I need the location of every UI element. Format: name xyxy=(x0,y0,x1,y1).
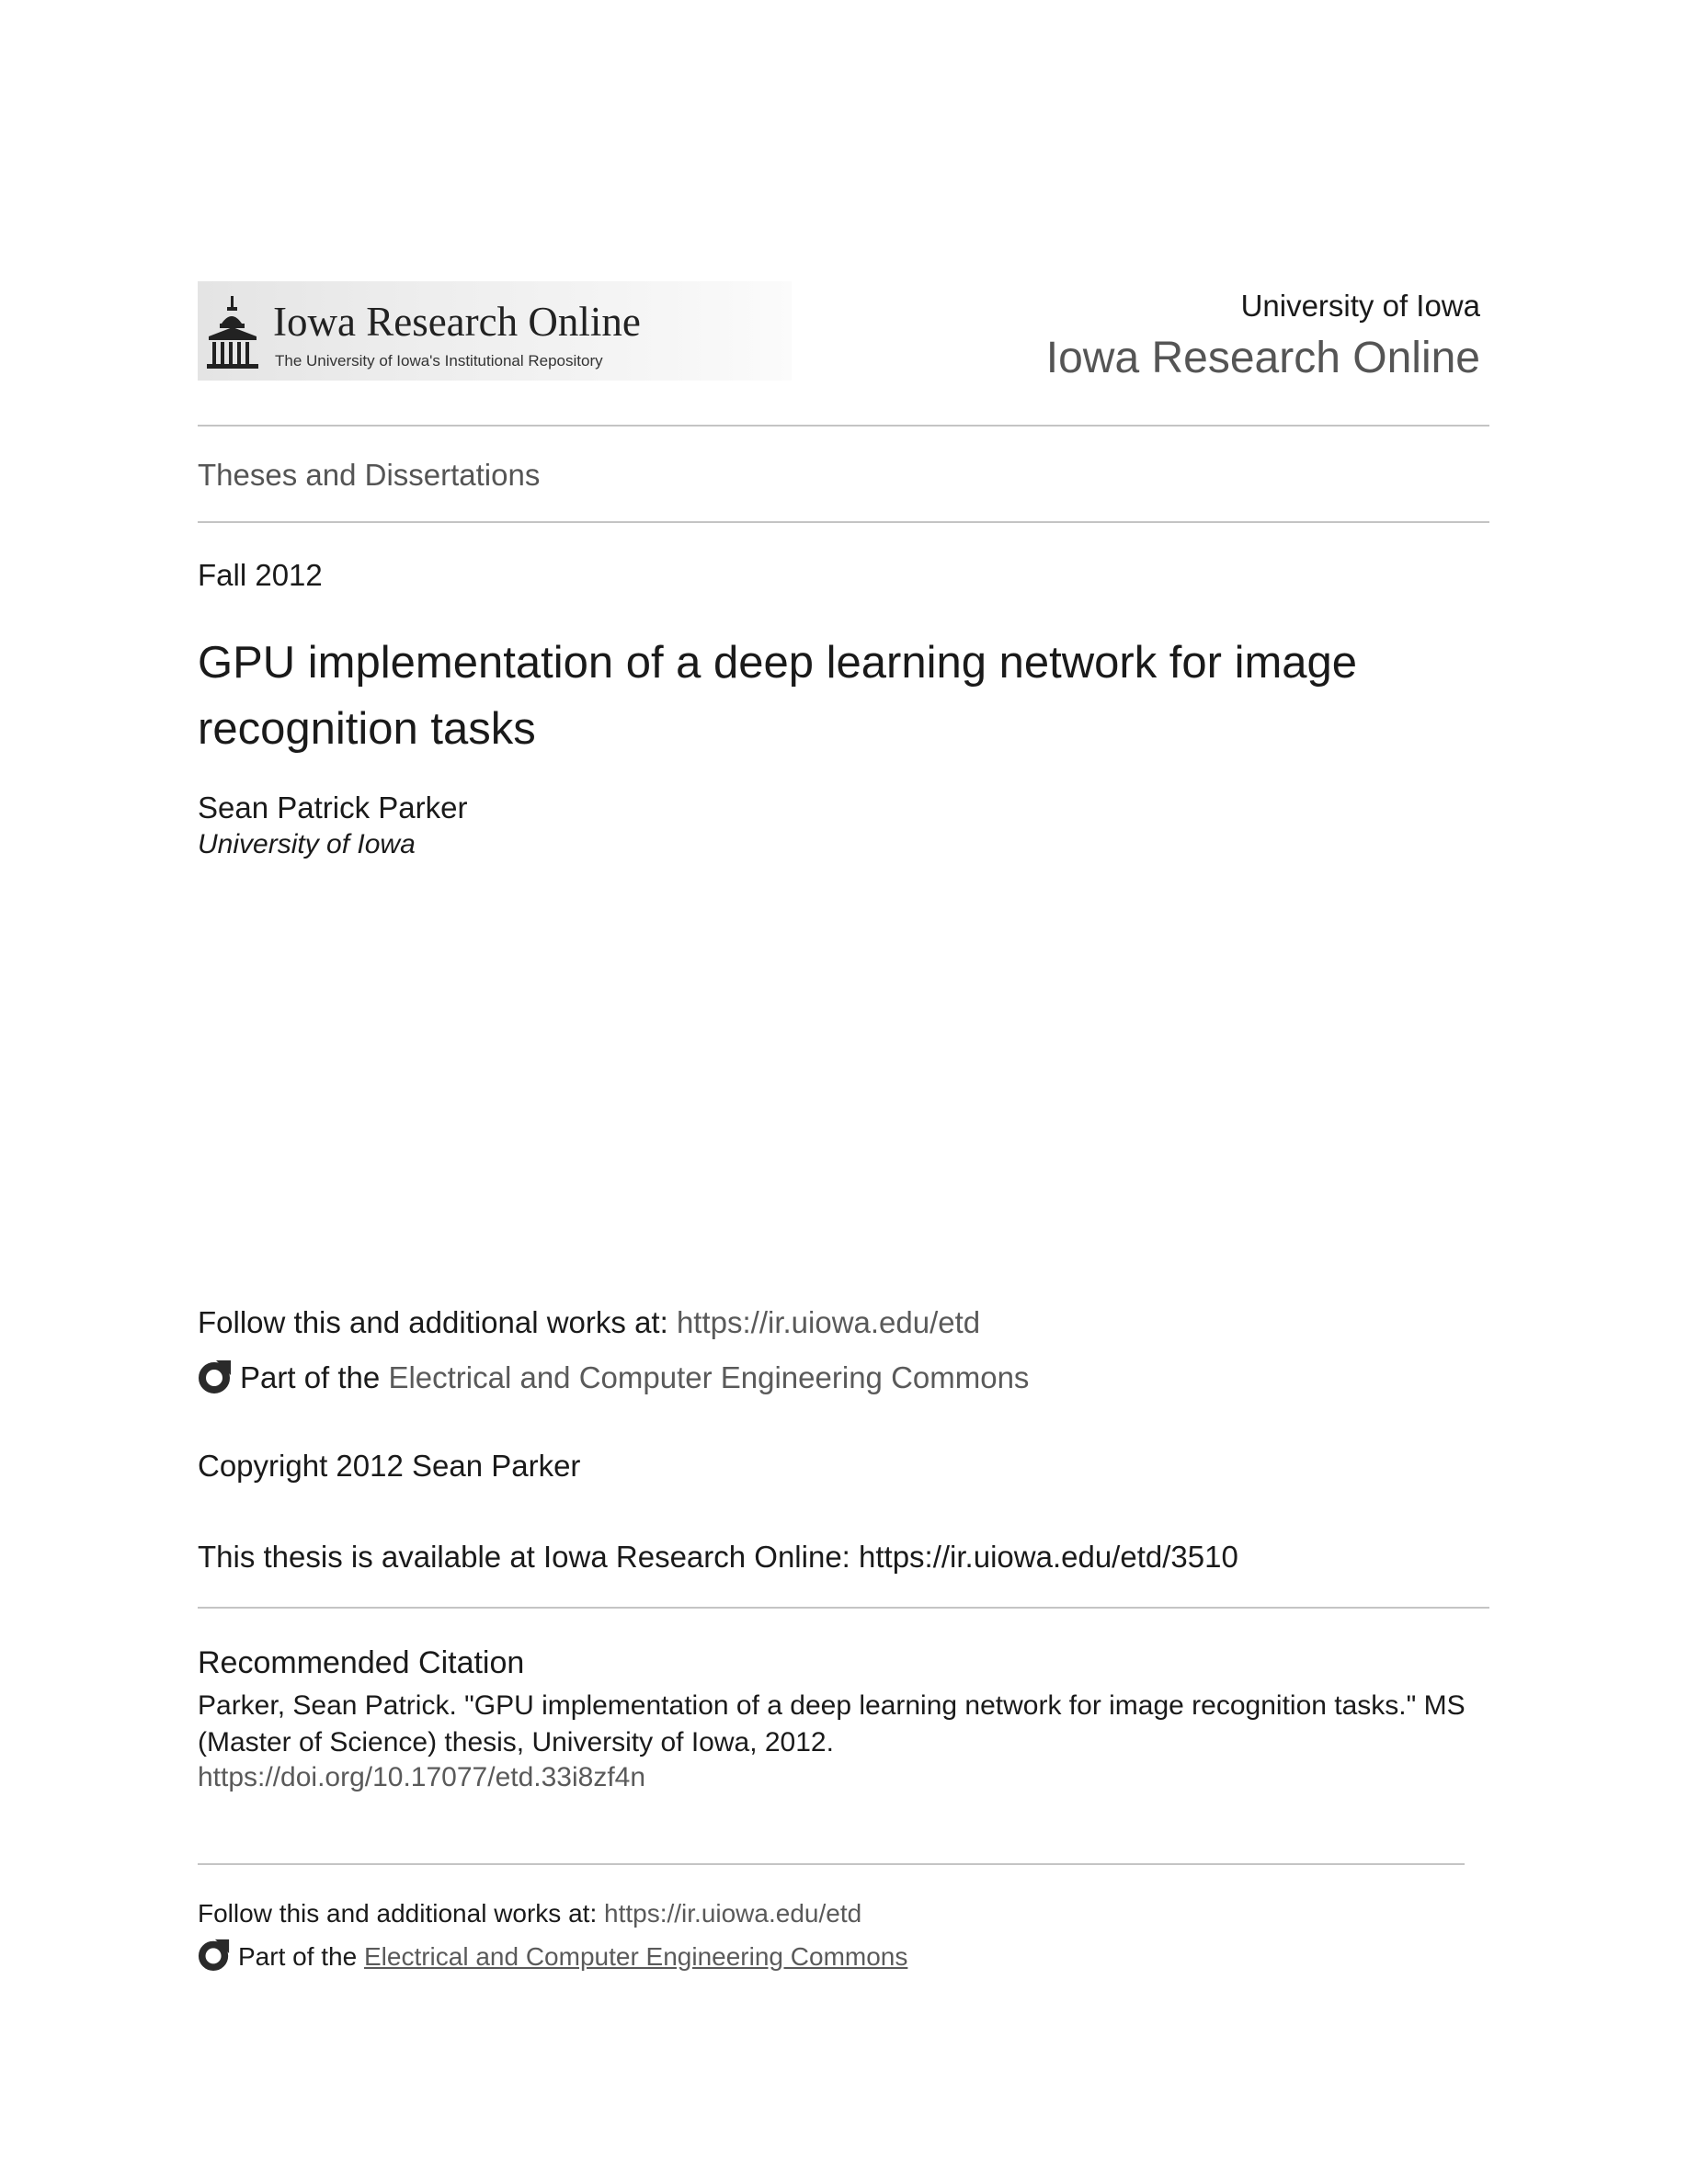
publication-date: Fall 2012 xyxy=(198,558,323,592)
header-divider xyxy=(198,425,1489,427)
header-repository[interactable]: Iowa Research Online xyxy=(1045,334,1480,382)
old-capitol-building-icon xyxy=(205,296,260,373)
citation-text: Parker, Sean Patrick. "GPU implementation of a deep learning network for image recognition tasks." MS (Master of Science) thesis, University of Iowa, 2012. xyxy=(198,1690,1466,1757)
footer-divider xyxy=(198,1863,1465,1865)
citation-divider xyxy=(198,1607,1489,1609)
author-affiliation: University of Iowa xyxy=(198,829,416,859)
footer-follow-url-link[interactable]: https://ir.uiowa.edu/etd xyxy=(604,1899,862,1928)
part-of-line xyxy=(198,1359,1029,1395)
commons-link[interactable]: Electrical and Computer Engineering Commons xyxy=(388,1360,1030,1394)
follow-prefix: Follow this and additional works at: xyxy=(198,1305,668,1339)
footer-follow-prefix: Follow this and additional works at: xyxy=(198,1899,598,1928)
availability: This thesis is available at Iowa Research Online: https://ir.uiowa.edu/etd/3510 xyxy=(198,1540,1238,1574)
part-of-prefix: Part of the xyxy=(240,1360,381,1394)
footer-commons-link[interactable]: Electrical and Computer Engineering Commons xyxy=(363,1942,908,1971)
collection-divider xyxy=(198,521,1489,523)
follow-url-link[interactable]: https://ir.uiowa.edu/etd xyxy=(676,1305,981,1339)
header-university[interactable]: University of Iowa xyxy=(1240,289,1480,323)
document-title: GPU implementation of a deep learning network for image recognition tasks xyxy=(198,638,1358,754)
open-access-icon xyxy=(198,1938,231,1971)
author-name: Sean Patrick Parker xyxy=(198,791,468,825)
footer-part-of-line xyxy=(198,1938,907,1972)
citation-heading: Recommended Citation xyxy=(198,1645,525,1680)
repository-logo[interactable] xyxy=(198,281,792,381)
footer-part-of-prefix: Part of the xyxy=(238,1942,358,1971)
citation-doi-link[interactable]: https://doi.org/10.17077/etd.33i8zf4n xyxy=(198,1762,646,1792)
footer-follow-line xyxy=(198,1899,861,1928)
follow-line xyxy=(198,1305,980,1340)
collection-link[interactable]: Theses and Dissertations xyxy=(198,458,541,492)
logo-title: Iowa Research Online xyxy=(273,299,641,345)
logo-subtitle: The University of Iowa's Institutional Repository xyxy=(275,352,603,370)
open-access-icon xyxy=(198,1359,233,1393)
copyright: Copyright 2012 Sean Parker xyxy=(198,1449,581,1483)
